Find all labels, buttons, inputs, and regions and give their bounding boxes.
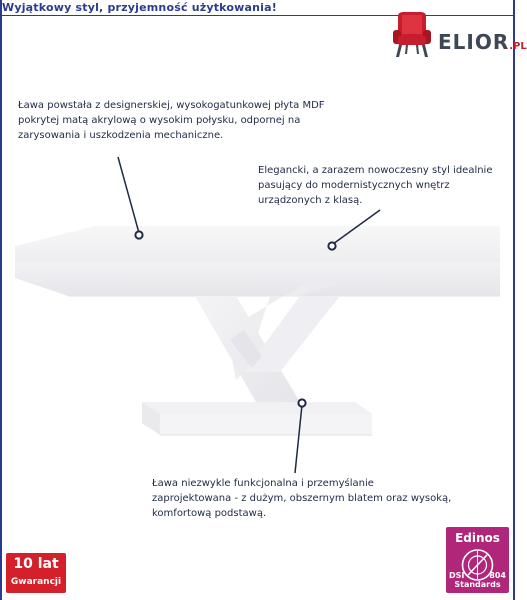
table-top-edge bbox=[15, 262, 500, 296]
pointer-dot-1 bbox=[135, 231, 142, 238]
tagline: Wyjątkowy styl, przyjemność użytkowania! bbox=[2, 1, 277, 14]
pointer-dot-2 bbox=[328, 242, 335, 249]
edinos-number: 804 bbox=[489, 571, 506, 580]
edinos-badge bbox=[446, 527, 509, 593]
edinos-brand: Edinos bbox=[455, 531, 500, 545]
table-top bbox=[15, 226, 500, 262]
warranty-badge bbox=[6, 553, 66, 593]
description-style: Elegancki, a zarazem nowoczesny styl idealnie pasujący do modernistycznych wnętrz urządzonych z klasą. bbox=[258, 165, 493, 206]
pointer-dot-3 bbox=[298, 399, 305, 406]
edinos-standards: Standards bbox=[454, 580, 501, 589]
edinos-dsi: DSI bbox=[449, 571, 465, 580]
logo-name: ELIOR bbox=[438, 30, 510, 54]
logo-suffix: .PL bbox=[509, 41, 527, 52]
description-material: Ława powstała z designerskiej, wysokogatunkowej płyta MDF pokrytej matą akrylową o wysokim połysku, odpornej na zarysowania i uszkodzenia mechaniczne. bbox=[18, 100, 325, 141]
description-function: Ława niezwykle funkcjonalna i przemyślanie zaprojektowana - z dużym, obszernym blatem oraz wysoką, komfortową podstawą. bbox=[152, 478, 452, 519]
base-plinth-top bbox=[142, 402, 372, 414]
pointer-line-1 bbox=[118, 157, 139, 233]
base-plinth-face bbox=[160, 414, 372, 435]
warranty-years: 10 lat bbox=[13, 556, 59, 572]
warranty-label: Gwarancji bbox=[10, 577, 62, 587]
